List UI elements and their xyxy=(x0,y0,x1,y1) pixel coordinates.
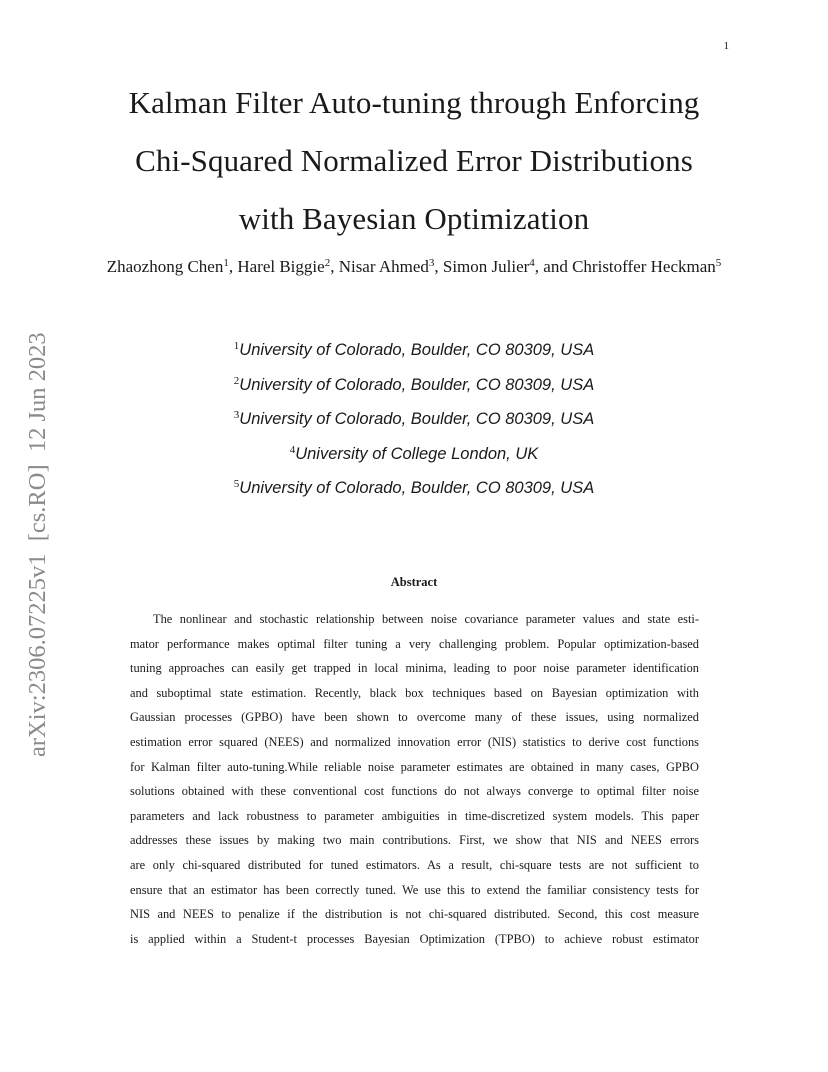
author-superscript: 3 xyxy=(428,257,435,269)
abstract-line: are only chi-squared distributed for tuned estimators. As a result, chi-square tests are not sufficient to xyxy=(130,857,699,872)
affiliation-text: University of Colorado, Boulder, CO 80309, USA xyxy=(239,479,595,497)
affiliation-text: University of College London, UK xyxy=(295,444,539,463)
abstract-line: addresses these issues by making two main contributions. First, we show that NIS and NEES errors xyxy=(130,833,699,848)
author-separator: , xyxy=(228,257,238,276)
abstract-heading: Abstract xyxy=(390,575,438,589)
abstract-line: tuning approaches can easily get trapped in local minima, leading to poor noise parameter identification xyxy=(130,661,699,676)
author-superscript: 4 xyxy=(529,257,535,269)
author-superscript: 5 xyxy=(715,257,722,269)
affiliation-text: University of Colorado, Boulder, CO 80309, USA xyxy=(239,375,595,394)
author-name: Simon Julier xyxy=(442,257,530,276)
abstract-line: estimation error squared (NEES) and normalized innovation error (NIS) statistics to derive cost functions xyxy=(130,734,699,749)
affiliation-list xyxy=(110,333,718,506)
abstract-line: and suboptimal state estimation. Recently, black box techniques based on Bayesian optimization with xyxy=(130,685,699,700)
author-name: Harel Biggie xyxy=(237,257,325,276)
abstract-line: solutions obtained with these conventional cost functions do not always converge to optimal filter noise xyxy=(130,784,699,799)
author-name: Nisar Ahmed xyxy=(338,257,429,276)
title-line: Kalman Filter Auto-tuning through Enforcing xyxy=(128,85,700,120)
abstract-line: The nonlinear and stochastic relationship between noise covariance parameter values and state esti- xyxy=(153,612,699,626)
abstract-line: ensure that an estimator has been correctly tuned. We use this to extend the familiar consistency tests for xyxy=(130,882,699,897)
abstract-line: for Kalman filter auto-tuning.While reliable noise parameter estimates are obtained in many cases, GPBO xyxy=(130,759,699,774)
affiliation-superscript: 1 xyxy=(233,340,240,352)
arxiv-identifier-text: arXiv:2306.07225v1 [cs.RO] 12 Jun 2023 xyxy=(24,332,51,757)
abstract-body xyxy=(130,607,699,951)
abstract-line: mator performance makes optimal filter tuning a very challenging problem. Popular optimization-based xyxy=(130,636,699,651)
affiliation-line xyxy=(110,368,718,403)
author-name: and Christoffer Heckman xyxy=(543,257,716,276)
author-superscript: 2 xyxy=(324,257,331,269)
paper-title xyxy=(80,74,748,248)
abstract-line: NIS and NEES to penalize if the distribution is not chi-squared distributed. Second, this cost measure xyxy=(130,907,699,922)
author-name: Zhaozhong Chen xyxy=(106,257,224,276)
author-separator: , xyxy=(434,257,443,276)
affiliation-superscript: 2 xyxy=(233,374,240,387)
abstract-line: is applied within a Student-t processes Bayesian Optimization (TPBO) to achieve robust estimator xyxy=(130,931,699,946)
abstract-line: Gaussian processes (GPBO) have been shown to overcome many of these issues, using normalized xyxy=(130,710,699,725)
affiliation-line xyxy=(110,402,718,437)
author-separator: , xyxy=(330,257,339,276)
author-separator: , xyxy=(534,257,544,276)
title-line: Chi-Squared Normalized Error Distributions xyxy=(135,143,693,178)
affiliation-superscript: 5 xyxy=(233,478,240,490)
affiliation-text: University of Colorado, Boulder, CO 80309, USA xyxy=(239,341,595,359)
affiliation-line xyxy=(110,437,718,472)
affiliation-line xyxy=(110,333,718,368)
author-list xyxy=(90,250,738,283)
page-number: 1 xyxy=(723,40,729,52)
affiliation-line xyxy=(110,471,718,506)
title-line: with Bayesian Optimization xyxy=(238,201,590,236)
author-superscript: 1 xyxy=(223,257,229,269)
affiliation-superscript: 4 xyxy=(289,443,296,456)
abstract-line: parameters and lack robustness to parameter ambiguities in time-discretized system models. This paper xyxy=(130,808,699,823)
arxiv-identifier-stamp xyxy=(23,290,53,760)
affiliation-text: University of Colorado, Boulder, CO 80309, USA xyxy=(239,410,595,428)
affiliation-superscript: 3 xyxy=(233,409,240,421)
